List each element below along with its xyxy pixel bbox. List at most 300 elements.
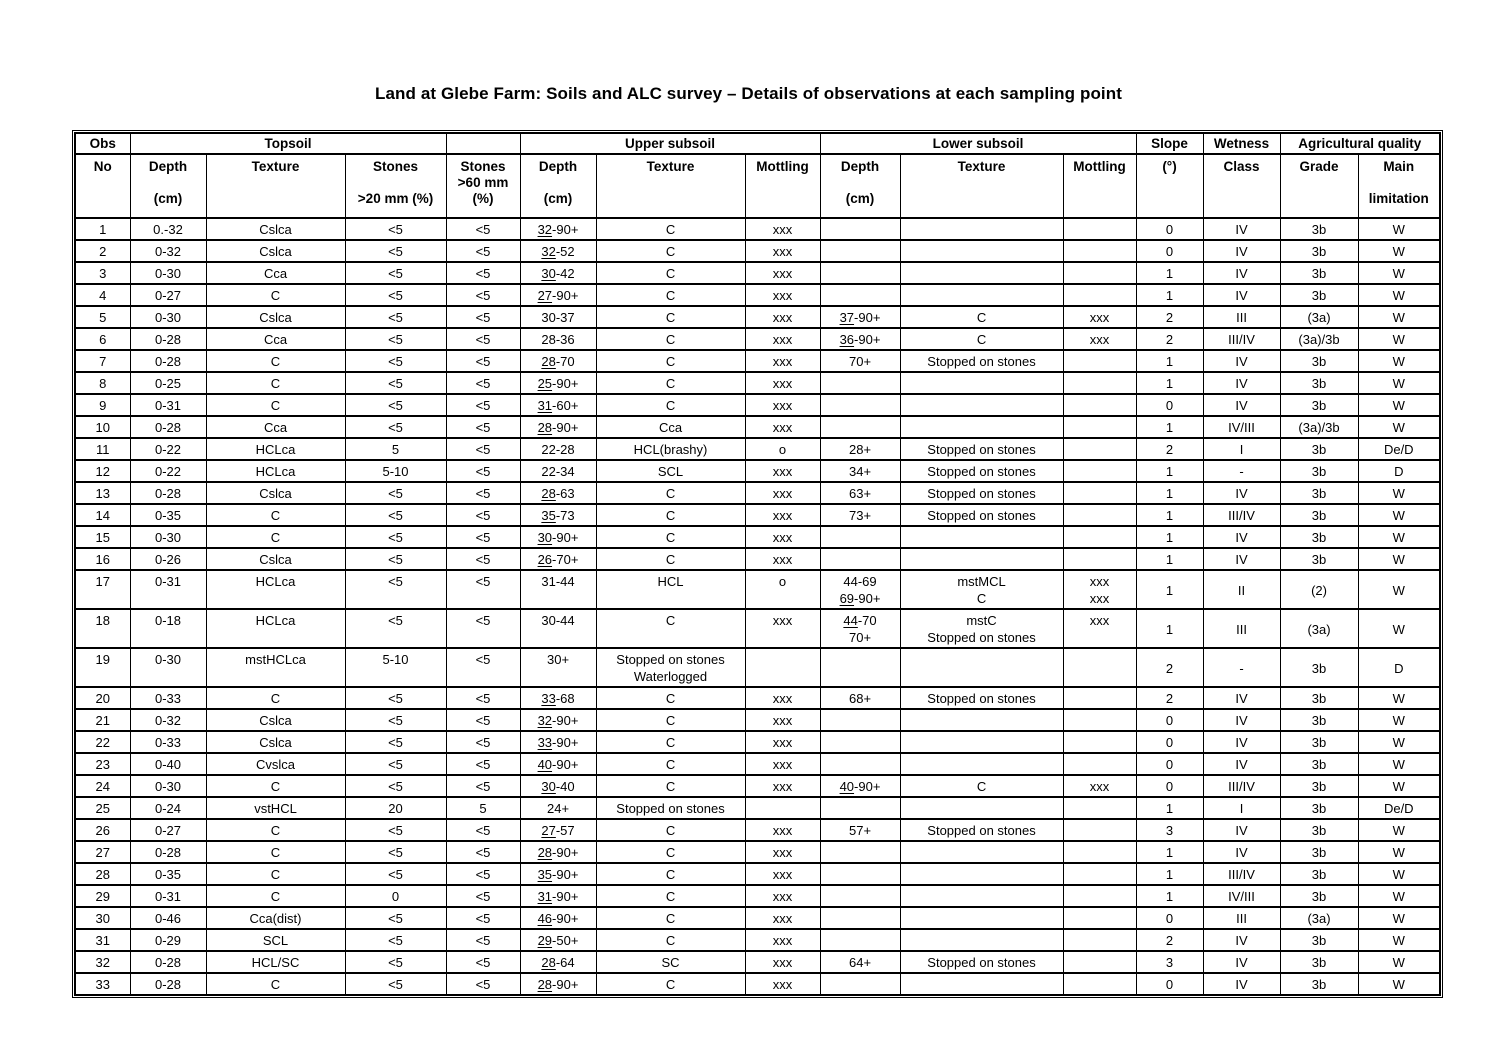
cell-topsoil_texture: C: [206, 819, 345, 841]
cell-ag_grade: 3b: [1280, 504, 1358, 526]
cell-lower_subsoil_depth_cm: 36-90+: [820, 328, 900, 350]
cell-main_limitation: W: [1358, 709, 1440, 731]
cell-lower_subsoil_mottling: xxx: [1063, 328, 1136, 350]
cell-topsoil_texture: HCLca: [206, 438, 345, 460]
cell-obs_no: 14: [75, 504, 130, 526]
cell-lower_subsoil_depth_cm: 57+: [820, 819, 900, 841]
table-row: [75, 284, 1440, 306]
cell-obs_no: 30: [75, 907, 130, 929]
cell-lower_subsoil_texture: [900, 372, 1063, 394]
cell-obs_no: 5: [75, 306, 130, 328]
cell-lower_subsoil_depth_cm: 63+: [820, 482, 900, 504]
cell-lower_subsoil_texture: [900, 841, 1063, 863]
cell-obs_no: 3: [75, 262, 130, 284]
cell-obs_no: 21: [75, 709, 130, 731]
cell-stones_gt60mm_pct: <5: [446, 973, 520, 995]
cell-topsoil_texture: C: [206, 284, 345, 306]
cell-main_limitation: W: [1358, 841, 1440, 863]
cell-lower_subsoil_mottling: [1063, 504, 1136, 526]
table-row: [75, 504, 1440, 526]
table-row: [75, 240, 1440, 262]
cell-stones_gt20mm_pct: <5: [345, 863, 446, 885]
cell-lower_subsoil_depth_cm: [820, 648, 900, 687]
cell-topsoil_depth_cm: 0-29: [130, 929, 206, 951]
cell-stones_gt60mm_pct: <5: [446, 929, 520, 951]
cell-slope_deg: 2: [1136, 328, 1203, 350]
cell-lower_subsoil_depth_cm: 34+: [820, 460, 900, 482]
cell-wetness_class: -: [1203, 460, 1280, 482]
cell-lower_subsoil_mottling: [1063, 951, 1136, 973]
cell-stones_gt20mm_pct: <5: [345, 328, 446, 350]
cell-upper_subsoil_mottling: xxx: [745, 609, 820, 648]
cell-slope_deg: 1: [1136, 504, 1203, 526]
cell-slope_deg: 0: [1136, 240, 1203, 262]
cell-upper_subsoil_mottling: xxx: [745, 482, 820, 504]
cell-upper_subsoil_texture: C: [596, 372, 745, 394]
cell-lower_subsoil_depth_cm: [820, 929, 900, 951]
cell-obs_no: 13: [75, 482, 130, 504]
cell-upper_subsoil_texture: C: [596, 885, 745, 907]
cell-topsoil_depth_cm: 0-33: [130, 731, 206, 753]
cell-upper_subsoil_texture: C: [596, 775, 745, 797]
cell-main_limitation: W: [1358, 863, 1440, 885]
cell-ag_grade: 3b: [1280, 394, 1358, 416]
cell-topsoil_depth_cm: 0.-32: [130, 218, 206, 240]
cell-upper_subsoil_mottling: xxx: [745, 687, 820, 709]
cell-upper_subsoil_texture: C: [596, 548, 745, 570]
cell-main_limitation: W: [1358, 775, 1440, 797]
cell-wetness_class: IV: [1203, 262, 1280, 284]
cell-topsoil_texture: C: [206, 687, 345, 709]
cell-main_limitation: W: [1358, 548, 1440, 570]
cell-slope_deg: 0: [1136, 775, 1203, 797]
cell-upper_subsoil_depth_cm: 26-70+: [520, 548, 596, 570]
cell-stones_gt60mm_pct: <5: [446, 951, 520, 973]
cell-upper_subsoil_texture: C: [596, 306, 745, 328]
cell-wetness_class: II: [1203, 570, 1280, 609]
column-header-lower_subsoil_mottling: Mottling: [1063, 154, 1136, 218]
cell-lower_subsoil_mottling: xxx xxx: [1063, 570, 1136, 609]
cell-upper_subsoil_depth_cm: 25-90+: [520, 372, 596, 394]
cell-topsoil_depth_cm: 0-35: [130, 863, 206, 885]
table-row: [75, 482, 1440, 504]
cell-upper_subsoil_depth_cm: 46-90+: [520, 907, 596, 929]
cell-ag_grade: 3b: [1280, 973, 1358, 995]
cell-topsoil_depth_cm: 0-30: [130, 648, 206, 687]
cell-lower_subsoil_texture: Stopped on stones: [900, 438, 1063, 460]
cell-topsoil_depth_cm: 0-32: [130, 709, 206, 731]
table-row: [75, 841, 1440, 863]
cell-lower_subsoil_mottling: [1063, 284, 1136, 306]
cell-wetness_class: IV: [1203, 709, 1280, 731]
cell-main_limitation: De/D: [1358, 797, 1440, 819]
cell-topsoil_depth_cm: 0-30: [130, 526, 206, 548]
page-title: Land at Glebe Farm: Soils and ALC survey – Details of observations at each sampling point: [375, 84, 1122, 103]
cell-slope_deg: 1: [1136, 372, 1203, 394]
table-row: [75, 753, 1440, 775]
cell-main_limitation: W: [1358, 753, 1440, 775]
cell-stones_gt60mm_pct: <5: [446, 328, 520, 350]
cell-ag_grade: 3b: [1280, 460, 1358, 482]
cell-lower_subsoil_texture: mstMCL C: [900, 570, 1063, 609]
column-group-header: Topsoil: [130, 133, 446, 154]
cell-stones_gt20mm_pct: <5: [345, 687, 446, 709]
table-row: [75, 262, 1440, 284]
cell-obs_no: 9: [75, 394, 130, 416]
cell-ag_grade: 3b: [1280, 648, 1358, 687]
cell-stones_gt60mm_pct: <5: [446, 731, 520, 753]
column-group-header: Upper subsoil: [520, 133, 820, 154]
cell-lower_subsoil_texture: [900, 753, 1063, 775]
cell-wetness_class: IV: [1203, 929, 1280, 951]
cell-slope_deg: 1: [1136, 863, 1203, 885]
cell-lower_subsoil_mottling: [1063, 438, 1136, 460]
cell-lower_subsoil_texture: [900, 262, 1063, 284]
cell-lower_subsoil_texture: [900, 548, 1063, 570]
cell-lower_subsoil_texture: [900, 929, 1063, 951]
cell-upper_subsoil_depth_cm: 28-64: [520, 951, 596, 973]
cell-upper_subsoil_depth_cm: 30-37: [520, 306, 596, 328]
cell-lower_subsoil_texture: Stopped on stones: [900, 951, 1063, 973]
cell-lower_subsoil_depth_cm: [820, 394, 900, 416]
cell-stones_gt20mm_pct: <5: [345, 394, 446, 416]
cell-topsoil_depth_cm: 0-31: [130, 885, 206, 907]
cell-main_limitation: De/D: [1358, 438, 1440, 460]
column-header-slope_deg: (°): [1136, 154, 1203, 218]
cell-stones_gt20mm_pct: <5: [345, 372, 446, 394]
cell-topsoil_texture: HCL/SC: [206, 951, 345, 973]
cell-ag_grade: 3b: [1280, 548, 1358, 570]
table-row: [75, 973, 1440, 995]
cell-lower_subsoil_texture: [900, 709, 1063, 731]
cell-slope_deg: 2: [1136, 438, 1203, 460]
cell-ag_grade: (3a)/3b: [1280, 416, 1358, 438]
cell-upper_subsoil_texture: C: [596, 328, 745, 350]
cell-lower_subsoil_texture: [900, 797, 1063, 819]
column-group-header: Lower subsoil: [820, 133, 1136, 154]
cell-main_limitation: W: [1358, 526, 1440, 548]
cell-topsoil_depth_cm: 0-22: [130, 460, 206, 482]
column-group-header: Obs: [75, 133, 130, 154]
cell-topsoil_texture: C: [206, 863, 345, 885]
cell-ag_grade: (3a): [1280, 609, 1358, 648]
cell-stones_gt60mm_pct: <5: [446, 504, 520, 526]
cell-upper_subsoil_mottling: xxx: [745, 548, 820, 570]
cell-topsoil_depth_cm: 0-28: [130, 951, 206, 973]
cell-obs_no: 23: [75, 753, 130, 775]
cell-topsoil_texture: C: [206, 841, 345, 863]
cell-upper_subsoil_texture: C: [596, 709, 745, 731]
cell-lower_subsoil_texture: [900, 973, 1063, 995]
cell-upper_subsoil_depth_cm: 27-57: [520, 819, 596, 841]
cell-lower_subsoil_mottling: [1063, 526, 1136, 548]
cell-stones_gt20mm_pct: <5: [345, 775, 446, 797]
cell-lower_subsoil_mottling: [1063, 907, 1136, 929]
table-row: [75, 460, 1440, 482]
cell-wetness_class: IV: [1203, 284, 1280, 306]
cell-upper_subsoil_depth_cm: 40-90+: [520, 753, 596, 775]
cell-wetness_class: IV: [1203, 218, 1280, 240]
cell-wetness_class: III/IV: [1203, 775, 1280, 797]
observations-table: [74, 132, 1441, 996]
cell-ag_grade: 3b: [1280, 687, 1358, 709]
cell-slope_deg: 0: [1136, 731, 1203, 753]
cell-obs_no: 27: [75, 841, 130, 863]
cell-stones_gt60mm_pct: <5: [446, 885, 520, 907]
cell-wetness_class: IV: [1203, 482, 1280, 504]
cell-topsoil_depth_cm: 0-31: [130, 570, 206, 609]
cell-topsoil_texture: vstHCL: [206, 797, 345, 819]
cell-slope_deg: 1: [1136, 797, 1203, 819]
cell-slope_deg: 0: [1136, 218, 1203, 240]
cell-main_limitation: W: [1358, 306, 1440, 328]
cell-lower_subsoil_texture: Stopped on stones: [900, 460, 1063, 482]
cell-lower_subsoil_mottling: [1063, 350, 1136, 372]
cell-lower_subsoil_depth_cm: 73+: [820, 504, 900, 526]
table-row: [75, 328, 1440, 350]
cell-slope_deg: 1: [1136, 570, 1203, 609]
column-header-ag_grade: Grade: [1280, 154, 1358, 218]
cell-wetness_class: IV: [1203, 973, 1280, 995]
cell-stones_gt60mm_pct: <5: [446, 687, 520, 709]
cell-upper_subsoil_depth_cm: 32-52: [520, 240, 596, 262]
cell-upper_subsoil_depth_cm: 28-36: [520, 328, 596, 350]
table-row: [75, 797, 1440, 819]
cell-lower_subsoil_depth_cm: [820, 240, 900, 262]
cell-upper_subsoil_mottling: o: [745, 570, 820, 609]
cell-stones_gt20mm_pct: <5: [345, 526, 446, 548]
cell-slope_deg: 2: [1136, 306, 1203, 328]
cell-upper_subsoil_depth_cm: 24+: [520, 797, 596, 819]
cell-topsoil_texture: HCLca: [206, 460, 345, 482]
cell-upper_subsoil_texture: C: [596, 841, 745, 863]
observations-table-border: [72, 130, 1443, 998]
cell-topsoil_texture: Cslca: [206, 731, 345, 753]
column-header-wetness_class: Class: [1203, 154, 1280, 218]
cell-upper_subsoil_texture: C: [596, 526, 745, 548]
column-group-header: [446, 133, 520, 154]
cell-ag_grade: 3b: [1280, 753, 1358, 775]
cell-main_limitation: W: [1358, 929, 1440, 951]
cell-stones_gt60mm_pct: <5: [446, 218, 520, 240]
cell-lower_subsoil_mottling: [1063, 731, 1136, 753]
cell-upper_subsoil_texture: C: [596, 350, 745, 372]
cell-slope_deg: 1: [1136, 350, 1203, 372]
cell-upper_subsoil_depth_cm: 32-90+: [520, 709, 596, 731]
column-header-obs_no: No: [75, 154, 130, 218]
cell-topsoil_depth_cm: 0-33: [130, 687, 206, 709]
cell-stones_gt20mm_pct: <5: [345, 570, 446, 609]
cell-topsoil_texture: Cca: [206, 328, 345, 350]
cell-obs_no: 7: [75, 350, 130, 372]
column-header-stones_gt20mm_pct: Stones >20 mm (%): [345, 154, 446, 218]
cell-upper_subsoil_mottling: xxx: [745, 753, 820, 775]
cell-upper_subsoil_mottling: xxx: [745, 951, 820, 973]
cell-topsoil_depth_cm: 0-32: [130, 240, 206, 262]
cell-ag_grade: 3b: [1280, 885, 1358, 907]
cell-wetness_class: I: [1203, 438, 1280, 460]
column-group-header: Wetness: [1203, 133, 1280, 154]
cell-obs_no: 18: [75, 609, 130, 648]
cell-upper_subsoil_texture: SC: [596, 951, 745, 973]
cell-topsoil_texture: Cslca: [206, 306, 345, 328]
cell-stones_gt60mm_pct: <5: [446, 416, 520, 438]
cell-stones_gt60mm_pct: <5: [446, 819, 520, 841]
cell-upper_subsoil_depth_cm: 28-90+: [520, 841, 596, 863]
cell-stones_gt20mm_pct: <5: [345, 929, 446, 951]
cell-lower_subsoil_texture: [900, 240, 1063, 262]
cell-upper_subsoil_depth_cm: 30-44: [520, 609, 596, 648]
cell-slope_deg: 1: [1136, 482, 1203, 504]
cell-lower_subsoil_mottling: [1063, 929, 1136, 951]
cell-slope_deg: 2: [1136, 687, 1203, 709]
cell-ag_grade: 3b: [1280, 438, 1358, 460]
cell-ag_grade: 3b: [1280, 372, 1358, 394]
cell-stones_gt20mm_pct: <5: [345, 973, 446, 995]
table-row: [75, 687, 1440, 709]
cell-upper_subsoil_texture: C: [596, 218, 745, 240]
cell-topsoil_depth_cm: 0-28: [130, 482, 206, 504]
cell-topsoil_depth_cm: 0-28: [130, 841, 206, 863]
cell-stones_gt60mm_pct: <5: [446, 570, 520, 609]
column-header-lower_subsoil_depth_cm: Depth (cm): [820, 154, 900, 218]
cell-upper_subsoil_mottling: xxx: [745, 372, 820, 394]
cell-obs_no: 20: [75, 687, 130, 709]
cell-lower_subsoil_texture: [900, 218, 1063, 240]
cell-stones_gt60mm_pct: <5: [446, 460, 520, 482]
cell-upper_subsoil_texture: C: [596, 753, 745, 775]
cell-lower_subsoil_mottling: [1063, 482, 1136, 504]
cell-lower_subsoil_texture: C: [900, 328, 1063, 350]
cell-lower_subsoil_mottling: [1063, 797, 1136, 819]
cell-lower_subsoil_depth_cm: [820, 863, 900, 885]
cell-upper_subsoil_texture: C: [596, 394, 745, 416]
cell-stones_gt60mm_pct: <5: [446, 753, 520, 775]
cell-ag_grade: 3b: [1280, 218, 1358, 240]
cell-lower_subsoil_texture: Stopped on stones: [900, 819, 1063, 841]
cell-slope_deg: 0: [1136, 709, 1203, 731]
cell-topsoil_depth_cm: 0-27: [130, 819, 206, 841]
cell-upper_subsoil_texture: C: [596, 819, 745, 841]
cell-main_limitation: W: [1358, 951, 1440, 973]
cell-main_limitation: W: [1358, 731, 1440, 753]
table-row: [75, 929, 1440, 951]
cell-upper_subsoil_mottling: xxx: [745, 526, 820, 548]
cell-topsoil_depth_cm: 0-28: [130, 350, 206, 372]
cell-main_limitation: W: [1358, 885, 1440, 907]
cell-topsoil_texture: Cca(dist): [206, 907, 345, 929]
cell-wetness_class: IV: [1203, 240, 1280, 262]
cell-upper_subsoil_mottling: xxx: [745, 218, 820, 240]
cell-ag_grade: 3b: [1280, 819, 1358, 841]
cell-ag_grade: 3b: [1280, 262, 1358, 284]
header-column-row: [75, 154, 1440, 218]
cell-slope_deg: 1: [1136, 548, 1203, 570]
cell-slope_deg: 2: [1136, 929, 1203, 951]
cell-slope_deg: 1: [1136, 262, 1203, 284]
cell-ag_grade: 3b: [1280, 240, 1358, 262]
cell-lower_subsoil_depth_cm: 28+: [820, 438, 900, 460]
column-header-main_limitation: Main limitation: [1358, 154, 1440, 218]
cell-stones_gt20mm_pct: <5: [345, 240, 446, 262]
cell-lower_subsoil_depth_cm: [820, 907, 900, 929]
cell-stones_gt60mm_pct: <5: [446, 306, 520, 328]
cell-main_limitation: W: [1358, 482, 1440, 504]
cell-main_limitation: W: [1358, 570, 1440, 609]
cell-upper_subsoil_texture: C: [596, 284, 745, 306]
cell-upper_subsoil_mottling: xxx: [745, 929, 820, 951]
cell-ag_grade: 3b: [1280, 929, 1358, 951]
cell-upper_subsoil_depth_cm: 33-90+: [520, 731, 596, 753]
cell-topsoil_texture: C: [206, 973, 345, 995]
table-row: [75, 526, 1440, 548]
cell-upper_subsoil_texture: C: [596, 687, 745, 709]
cell-ag_grade: 3b: [1280, 863, 1358, 885]
cell-ag_grade: (3a)/3b: [1280, 328, 1358, 350]
cell-upper_subsoil_mottling: xxx: [745, 863, 820, 885]
cell-stones_gt20mm_pct: <5: [345, 284, 446, 306]
cell-upper_subsoil_mottling: o: [745, 438, 820, 460]
cell-upper_subsoil_depth_cm: 28-70: [520, 350, 596, 372]
cell-upper_subsoil_texture: Stopped on stones: [596, 797, 745, 819]
cell-upper_subsoil_depth_cm: 30-40: [520, 775, 596, 797]
cell-wetness_class: IV: [1203, 372, 1280, 394]
cell-lower_subsoil_depth_cm: 40-90+: [820, 775, 900, 797]
cell-lower_subsoil_depth_cm: [820, 753, 900, 775]
cell-topsoil_depth_cm: 0-28: [130, 973, 206, 995]
cell-obs_no: 8: [75, 372, 130, 394]
cell-main_limitation: W: [1358, 328, 1440, 350]
cell-upper_subsoil_texture: C: [596, 240, 745, 262]
cell-stones_gt20mm_pct: 5-10: [345, 460, 446, 482]
cell-upper_subsoil_depth_cm: 22-28: [520, 438, 596, 460]
cell-stones_gt20mm_pct: <5: [345, 548, 446, 570]
cell-upper_subsoil_texture: C: [596, 609, 745, 648]
column-header-upper_subsoil_mottling: Mottling: [745, 154, 820, 218]
cell-upper_subsoil_mottling: [745, 648, 820, 687]
cell-slope_deg: 0: [1136, 753, 1203, 775]
cell-stones_gt20mm_pct: <5: [345, 416, 446, 438]
cell-upper_subsoil_mottling: xxx: [745, 394, 820, 416]
table-row: [75, 372, 1440, 394]
cell-main_limitation: W: [1358, 416, 1440, 438]
cell-main_limitation: W: [1358, 687, 1440, 709]
cell-obs_no: 25: [75, 797, 130, 819]
cell-lower_subsoil_texture: C: [900, 306, 1063, 328]
cell-upper_subsoil_texture: C: [596, 907, 745, 929]
cell-slope_deg: 0: [1136, 394, 1203, 416]
table-row: [75, 218, 1440, 240]
cell-stones_gt60mm_pct: <5: [446, 907, 520, 929]
cell-wetness_class: IV/III: [1203, 416, 1280, 438]
cell-lower_subsoil_mottling: [1063, 372, 1136, 394]
cell-topsoil_texture: HCLca: [206, 609, 345, 648]
cell-upper_subsoil_mottling: xxx: [745, 240, 820, 262]
cell-lower_subsoil_mottling: [1063, 885, 1136, 907]
cell-upper_subsoil_depth_cm: 32-90+: [520, 218, 596, 240]
cell-main_limitation: W: [1358, 372, 1440, 394]
cell-obs_no: 24: [75, 775, 130, 797]
cell-obs_no: 6: [75, 328, 130, 350]
cell-ag_grade: 3b: [1280, 731, 1358, 753]
cell-main_limitation: W: [1358, 350, 1440, 372]
cell-upper_subsoil_texture: C: [596, 863, 745, 885]
table-row: [75, 438, 1440, 460]
cell-slope_deg: 1: [1136, 416, 1203, 438]
cell-stones_gt60mm_pct: <5: [446, 482, 520, 504]
cell-topsoil_depth_cm: 0-28: [130, 416, 206, 438]
table-row: [75, 394, 1440, 416]
